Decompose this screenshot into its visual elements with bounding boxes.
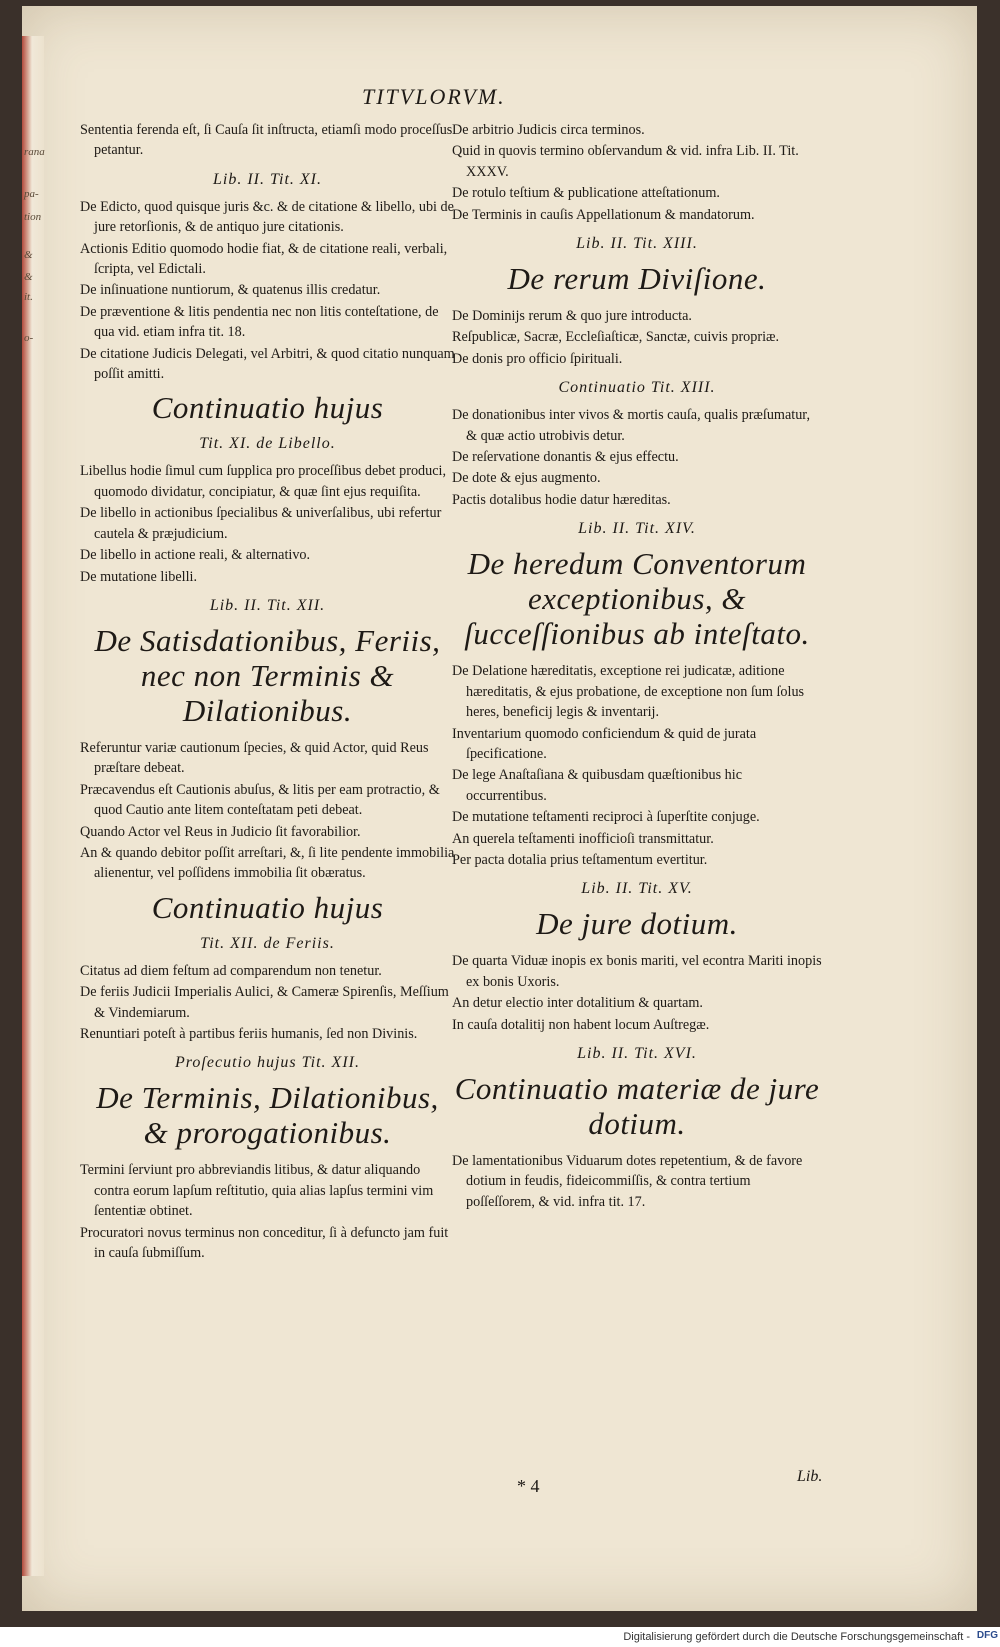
section-title: De Terminis, Dilationibus, & prorogationibus.: [96, 1080, 439, 1151]
index-entry: De dote & ejus augmento.: [452, 470, 601, 487]
index-entry: De libello in actionibus ſpecialibus & univerſalibus, ubi refertur cautela & præjudicium.: [80, 505, 442, 542]
index-entry: Inventarium quomodo conficiendum & quid de jurata ſpecificatione.: [452, 725, 757, 762]
index-entry: De reſervatione donantis & ejus effectu.: [452, 449, 679, 466]
margin-fragment: rana: [24, 146, 45, 158]
section-subheading: Continuatio Tit. XIII.: [558, 379, 716, 397]
section-title: De rerum Diviſione.: [507, 261, 767, 297]
index-entry: De arbitrio Judicis circa terminos.: [452, 122, 645, 138]
section-subheading: Tit. XII. de Feriis.: [200, 934, 335, 952]
index-entry: De donis pro officio ſpirituali.: [452, 350, 623, 367]
index-entry: Libellus hodie ſimul cum ſupplica pro proceſſibus debet produci, quomodo dividatur, concipiatur, & quæ ſint ejus requiſita.: [80, 463, 447, 500]
section-subheading: Lib. II. Tit. XIV.: [578, 520, 696, 538]
adjacent-page-edge: [22, 36, 44, 1576]
index-entry: De quarta Viduæ inopis ex bonis mariti, vel econtra Mariti inopis ex bonis Uxoris.: [452, 953, 822, 990]
index-entry: Præcavendus eſt Cautionis abuſus, & litis per eam protractio, & quod Cautio ante litem conteſtatam peti debeat.: [80, 781, 440, 819]
catchword: Lib.: [797, 1468, 823, 1485]
margin-fragment: tion: [24, 211, 42, 223]
index-entry: Quando Actor vel Reus in Judicio ſit favorabilior.: [80, 823, 361, 840]
section-subheading: Lib. II. Tit. XII.: [209, 596, 326, 614]
section-title: Continuatio hujus: [151, 390, 384, 426]
index-entry: Per pacta dotalia prius teſtamentum evertitur.: [452, 851, 708, 868]
running-head: TITVLORVM.: [362, 84, 506, 109]
dfg-logo: DFG: [976, 1630, 998, 1641]
index-entry: Reſpublicæ, Sacræ, Eccleſiaſticæ, Sanctæ, cuivis propriæ.: [452, 329, 780, 346]
index-entry: Actionis Editio quomodo hodie fiat, & de citatione reali, verbali, ſcripta, vel Edictali.: [80, 240, 448, 278]
section-subheading: Tit. XI. de Libello.: [199, 435, 336, 453]
index-entry: De donationibus inter vivos & mortis cauſa, qualis præſumatur, & quæ actio utrobivis detur.: [452, 407, 811, 444]
book-page: [22, 6, 977, 1611]
section-subheading: Proſecutio hujus Tit. XII.: [175, 1054, 360, 1072]
index-entry: Sententia ferenda eſt, ſi Cauſa ſit inſtructa, etiamſi modo proceſſus petantur.: [80, 122, 453, 159]
index-entry: De inſinuatione nuntiorum, & quatenus illis credatur.: [80, 282, 381, 299]
section-title: De jure dotium.: [536, 906, 738, 942]
index-entry: De mutatione libelli.: [80, 568, 198, 585]
section-subheading: Lib. II. Tit. XIII.: [576, 235, 698, 253]
margin-fragment: o-: [24, 332, 34, 344]
index-entry: De libello in actione reali, & alternativo.: [80, 547, 311, 564]
index-entry: Quid in quovis termino obſervandum & vid. infra Lib. II. Tit. XXXV.: [452, 143, 799, 180]
index-entry: De rotulo teſtium & publicatione atteſtationum.: [452, 185, 720, 202]
index-entry: Citatus ad diem feſtum ad comparendum non tenetur.: [80, 962, 382, 979]
footer-text: Digitalisierung gefördert durch die Deutsche Forschungsgemeinschaft -: [623, 1631, 970, 1643]
section-title: Continuatio hujus: [151, 889, 384, 925]
margin-fragment: pa-: [24, 188, 39, 200]
index-entry: De citatione Judicis Delegati, vel Arbitri, & quod citatio nunquam poſſit amitti.: [80, 345, 455, 383]
index-entry: Renuntiari poteſt à partibus feriis humanis, ſed non Divinis.: [80, 1025, 418, 1042]
left-column: [80, 120, 455, 1264]
index-entry: An & quando debitor poſſit arreſtari, &, ſi lite pendente immobilia alienentur, vel poſſidens immobilia ſit obæratus.: [80, 844, 455, 882]
section-subheading: Lib. II. Tit. XVI.: [577, 1044, 697, 1062]
digitization-footer: [0, 1627, 1000, 1647]
margin-fragment: it.: [24, 291, 33, 303]
section-subheading: Lib. II. Tit. XI.: [212, 170, 322, 188]
index-entry: De lamentationibus Viduarum dotes repetentium, & de favore dotium in feudis, fideicommiſſis, & contra tertium poſſeſſorem, & vid. infra tit. 17.: [452, 1152, 803, 1210]
index-entry: An querela teſtamenti inofficioſi transmittatur.: [452, 830, 714, 847]
signature-mark: * 4: [517, 1476, 540, 1496]
index-entry: De præventione & litis pendentia nec non litis conteſtatione, de qua vid. etiam infra tit. 18.: [80, 303, 439, 341]
section-subheading: Lib. II. Tit. XV.: [581, 880, 693, 898]
index-entry: De Dominijs rerum & quo jure introducta.: [452, 308, 692, 325]
index-entry: Procuratori novus terminus non conceditur, ſi à defuncto jam fuit in cauſa ſubmiſſum.: [80, 1224, 449, 1261]
margin-fragment: &: [24, 249, 33, 261]
index-entry: Termini ſerviunt pro abbreviandis litibus, & datur aliquando contra eorum lapſum reſtitutio, quia alias lapſus termini vim ſententiæ obtinet.: [80, 1162, 434, 1220]
section-title: Continuatio materiæ de jure dotium.: [454, 1070, 820, 1141]
index-entry: De lege Anaſtaſiana & quibusdam quæſtionibus hic occurrentibus.: [452, 767, 743, 804]
index-entry: De Edicto, quod quisque juris &c. & de citatione & libello, ubi de jure retorſionis, & de antiquo jure citationis.: [80, 198, 454, 236]
index-entry: De Terminis in cauſis Appellationum & mandatorum.: [452, 206, 755, 223]
index-entry: Pactis dotalibus hodie datur hæreditas.: [452, 491, 671, 508]
index-entry: In cauſa dotalitij non habent locum Auſtregæ.: [452, 1016, 710, 1033]
index-entry: Referuntur variæ cautionum ſpecies, & quid Actor, quid Reus præſtare debeat.: [80, 739, 429, 777]
section-title: De Satisdationibus, Feriis, nec non Terminis & Dilationibus.: [94, 622, 441, 728]
margin-fragment: &: [24, 271, 33, 283]
index-entry: An detur electio inter dotalitium & quartam.: [452, 995, 703, 1012]
index-entry: De Delatione hæreditatis, exceptione rei judicatæ, aditione hæreditatis, & ejus probatione, de exceptione non ſum ſolus heres, beneficij legis & inventarij.: [452, 663, 805, 721]
index-entry: De mutatione teſtamenti reciproci à ſuperſtite conjuge.: [452, 809, 760, 826]
index-entry: De feriis Judicii Imperialis Aulici, & Cameræ Spirenſis, Meſſium & Vindemiarum.: [80, 984, 449, 1021]
section-title: De heredum Conventorum exceptionibus, & ſucceſſionibus ab inteſtato.: [464, 546, 810, 652]
right-column: [452, 120, 822, 1213]
